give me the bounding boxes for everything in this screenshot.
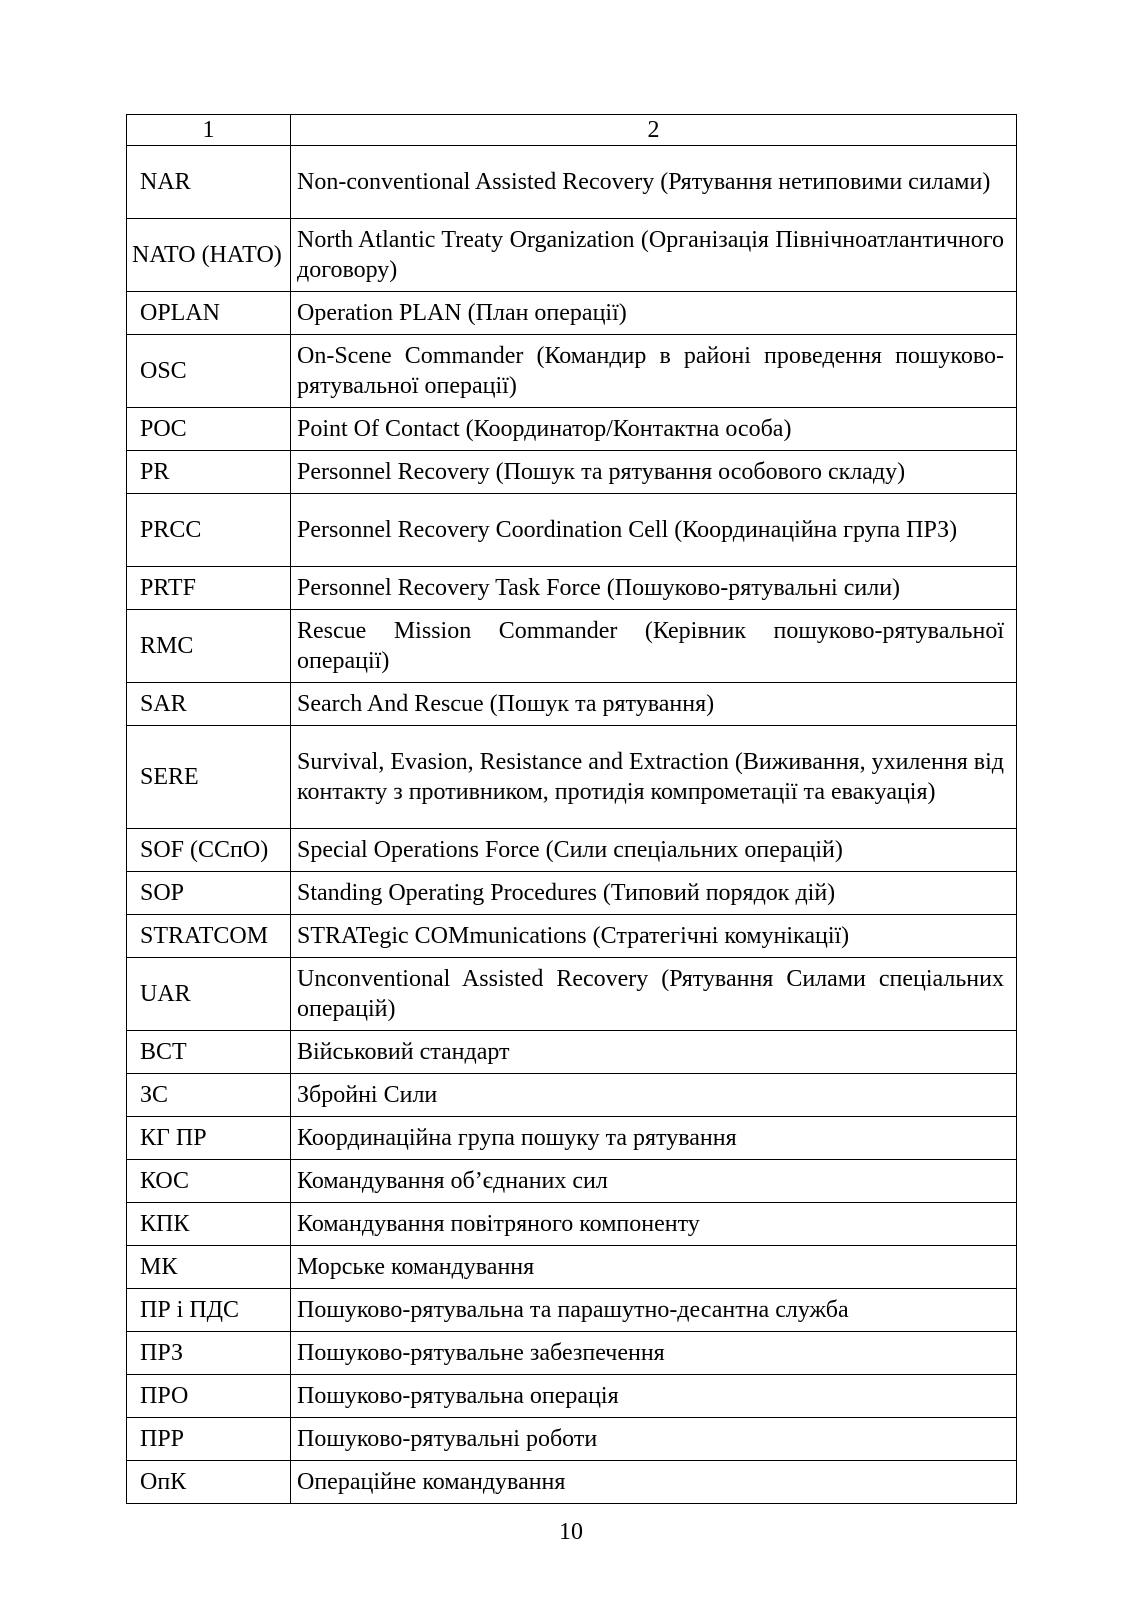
definition-cell: STRATegic COMmunications (Стратегічні комунікації) <box>291 915 1017 958</box>
table-row <box>127 567 1017 610</box>
table-row <box>127 1289 1017 1332</box>
table-row <box>127 1203 1017 1246</box>
abbreviation-cell: SOP <box>127 872 291 915</box>
abbreviation-cell: OSC <box>127 335 291 408</box>
table-row <box>127 1461 1017 1504</box>
abbreviation-cell: КПК <box>127 1203 291 1246</box>
table-row <box>127 1117 1017 1160</box>
definition-cell: Пошуково-рятувальні роботи <box>291 1418 1017 1461</box>
table-row <box>127 451 1017 494</box>
table-row <box>127 1074 1017 1117</box>
definition-cell: Операційне командування <box>291 1461 1017 1504</box>
definition-cell: Пошуково-рятувальна операція <box>291 1375 1017 1418</box>
abbreviation-cell: ОпК <box>127 1461 291 1504</box>
table-row <box>127 146 1017 219</box>
definition-cell: Пошуково-рятувальна та парашутно-десантна служба <box>291 1289 1017 1332</box>
abbreviation-cell: SERE <box>127 726 291 829</box>
definition-cell: Personnel Recovery Coordination Cell (Координаційна група ПРЗ) <box>291 494 1017 567</box>
abbreviation-cell: OPLAN <box>127 292 291 335</box>
abbreviation-cell: POC <box>127 408 291 451</box>
definition-cell: Personnel Recovery Task Force (Пошуково-рятувальні сили) <box>291 567 1017 610</box>
definition-cell: Search And Rescue (Пошук та рятування) <box>291 683 1017 726</box>
definition-cell: Personnel Recovery (Пошук та рятування особового складу) <box>291 451 1017 494</box>
table-row <box>127 829 1017 872</box>
abbreviation-cell: ПР і ПДС <box>127 1289 291 1332</box>
definition-cell: Special Operations Force (Сили спеціальних операцій) <box>291 829 1017 872</box>
table-row <box>127 683 1017 726</box>
abbreviation-cell: КОС <box>127 1160 291 1203</box>
table-row <box>127 219 1017 292</box>
table-row <box>127 1160 1017 1203</box>
definition-cell: On-Scene Commander (Командир в районі проведення пошуково-рятувальної операції) <box>291 335 1017 408</box>
table-row <box>127 958 1017 1031</box>
table-row <box>127 1418 1017 1461</box>
definition-cell: Пошуково-рятувальне забезпечення <box>291 1332 1017 1375</box>
table-row <box>127 1332 1017 1375</box>
abbreviation-cell: PRTF <box>127 567 291 610</box>
abbreviations-table <box>126 114 1017 1504</box>
abbreviation-cell: PR <box>127 451 291 494</box>
definition-cell: Морське командування <box>291 1246 1017 1289</box>
abbreviation-cell: ПРР <box>127 1418 291 1461</box>
definition-cell: Командування об’єднаних сил <box>291 1160 1017 1203</box>
abbreviation-cell: PRCC <box>127 494 291 567</box>
page-number: 10 <box>559 1519 583 1545</box>
definition-cell: Non-conventional Assisted Recovery (Рятування нетиповими силами) <box>291 146 1017 219</box>
table-row <box>127 335 1017 408</box>
definition-cell: Survival, Evasion, Resistance and Extraction (Виживання, ухилення від контакту з противником, протидія компрометації та евакуація) <box>291 726 1017 829</box>
definition-cell: Rescue Mission Commander (Керівник пошуково-рятувальної операції) <box>291 610 1017 683</box>
table-row <box>127 494 1017 567</box>
abbreviation-cell: МК <box>127 1246 291 1289</box>
definition-cell: Військовий стандарт <box>291 1031 1017 1074</box>
abbreviation-cell: ПРЗ <box>127 1332 291 1375</box>
table-row <box>127 292 1017 335</box>
definition-cell: Operation PLAN (План операції) <box>291 292 1017 335</box>
abbreviation-cell: NAR <box>127 146 291 219</box>
table-row <box>127 1246 1017 1289</box>
table-row <box>127 915 1017 958</box>
definition-cell: Unconventional Assisted Recovery (Рятування Силами спеціальних операцій) <box>291 958 1017 1031</box>
definition-cell: Point Of Contact (Координатор/Контактна особа) <box>291 408 1017 451</box>
table-row <box>127 1031 1017 1074</box>
abbreviation-cell: STRATCOM <box>127 915 291 958</box>
definition-cell: Standing Operating Procedures (Типовий порядок дій) <box>291 872 1017 915</box>
definition-cell: Координаційна група пошуку та рятування <box>291 1117 1017 1160</box>
table-header-row <box>127 115 1017 146</box>
abbreviation-cell: NATO (НАТО) <box>127 219 291 292</box>
abbreviation-cell: SAR <box>127 683 291 726</box>
abbreviation-cell: ВСТ <box>127 1031 291 1074</box>
abbreviation-cell: ПРО <box>127 1375 291 1418</box>
definition-cell: North Atlantic Treaty Organization (Організація Північноатлантичного договору) <box>291 219 1017 292</box>
table-row <box>127 726 1017 829</box>
abbreviation-cell: КГ ПР <box>127 1117 291 1160</box>
column-number-1: 1 <box>127 115 291 146</box>
abbreviation-cell: RMC <box>127 610 291 683</box>
abbreviation-cell: SOF (ССпО) <box>127 829 291 872</box>
abbreviation-cell: UAR <box>127 958 291 1031</box>
table-row <box>127 408 1017 451</box>
table-row <box>127 610 1017 683</box>
abbreviation-cell: ЗС <box>127 1074 291 1117</box>
column-number-2: 2 <box>291 115 1017 146</box>
table-row <box>127 1375 1017 1418</box>
definition-cell: Збройні Сили <box>291 1074 1017 1117</box>
table-row <box>127 872 1017 915</box>
definition-cell: Командування повітряного компоненту <box>291 1203 1017 1246</box>
